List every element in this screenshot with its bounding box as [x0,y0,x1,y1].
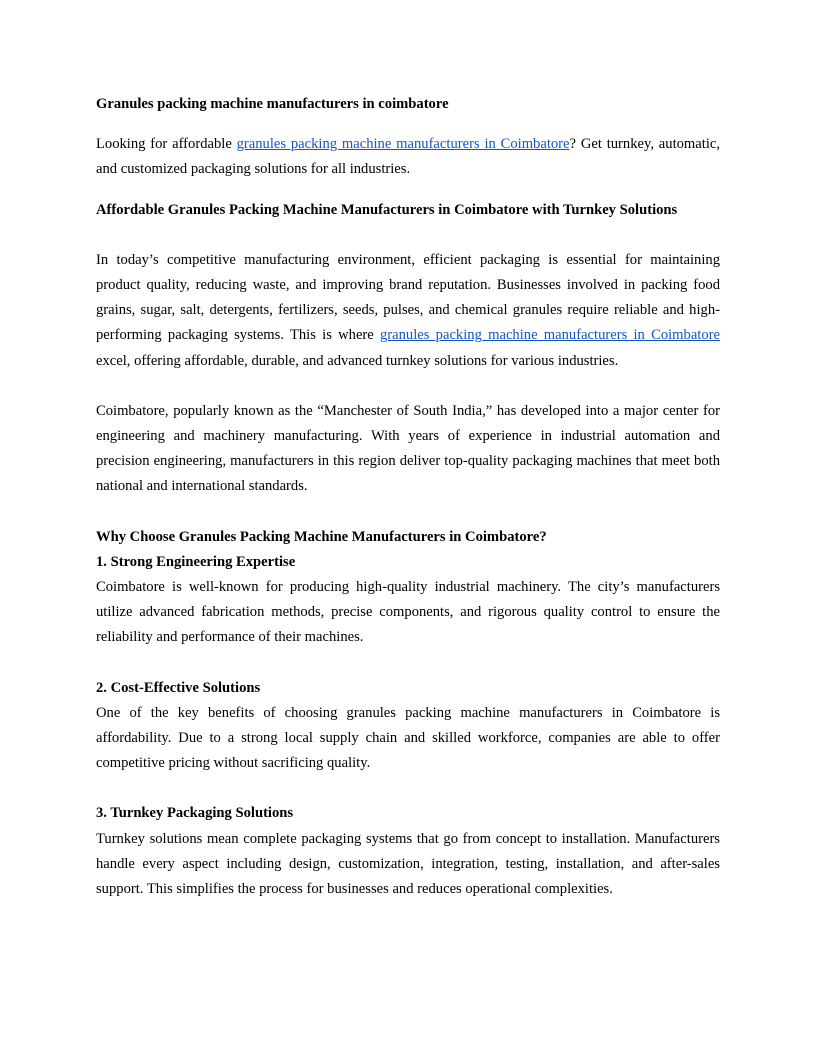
body-paragraph-1 [96,248,720,374]
document-page [96,92,720,902]
section-2-body: One of the key benefits of choosing granules packing machine manufacturers in Coimbatore is affordability. Due to a strong local supply chain and skilled workforce, companies are able to offer competitive pricing without sacrificing quality. [96,704,720,772]
affordable-subheading: Affordable Granules Packing Machine Manufacturers in Coimbatore with Turnkey Solutions [96,201,678,218]
intro-text-after-link: ? Get turnkey, automatic, and customized packaging solutions for all industries. [96,136,720,178]
intro-manufacturers-link[interactable]: granules packing machine manufacturers in Coimbatore [236,136,570,153]
intro-paragraph [96,132,720,182]
document-title: Granules packing machine manufacturers in coimbatore [96,96,449,112]
section-1-body: Coimbatore is well-known for producing high-quality industrial machinery. The city’s manufacturers utilize advanced fabrication methods, precise components, and rigorous quality control to ensure the reliability and performance of their machines. [96,579,720,646]
why-choose-heading: Why Choose Granules Packing Machine Manufacturers in Coimbatore? [96,528,547,545]
section-2-heading: 2. Cost-Effective Solutions [96,679,261,696]
body-paragraph-2: Coimbatore, popularly known as the “Manchester of South India,” has developed into a major center for engineering and machinery manufacturing. With years of experience in industrial automation and precision engineering, manufacturers in this region deliver top-quality packaging machines that meet both national and international standards. [96,402,720,495]
intro-text-before-link: Looking for affordable [96,136,237,153]
section-3-body: Turnkey solutions mean complete packaging systems that go from concept to installation. Manufacturers handle every aspect including design, customization, integration, testing, installation, and after-sales support. This simplifies the process for businesses and reduces operational complexities. [96,830,720,898]
paragraph1-text-before-link: In today’s competitive manufacturing environment, efficient packaging is essential for maintaining product quality, reducing waste, and improving brand reputation. Businesses involved in packing food grains, sugar, salt, detergents, fertilizers, seeds, pulses, and chemical granules require reliable and high-performing packaging systems. This is where [96,251,720,344]
section-3-heading: 3. Turnkey Packaging Solutions [96,805,294,822]
paragraph1-manufacturers-link[interactable]: granules packing machine manufacturers in Coimbatore [380,327,720,344]
section-1-heading: 1. Strong Engineering Expertise [96,553,296,570]
paragraph1-text-after-link: excel, offering affordable, durable, and advanced turnkey solutions for various industries. [96,352,619,369]
